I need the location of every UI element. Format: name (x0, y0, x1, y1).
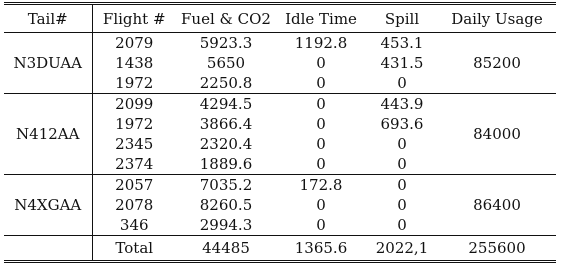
idle-time-cell: 1192.8 (294, 34, 348, 52)
spill-cell: 0 (397, 155, 407, 173)
fuel-co2-cell: 5923.3 (199, 34, 253, 52)
header-row (4, 4, 556, 33)
daily-usage-cell: 85200 (473, 54, 521, 72)
total-empty-cell (4, 236, 92, 262)
total-daily-usage: 255600 (468, 239, 526, 257)
idle-time-cell: 0 (316, 135, 326, 153)
flight-number-cell: 2079 (115, 34, 154, 52)
fuel-co2-cell: 1889.6 (199, 155, 253, 173)
header-spill: Spill (384, 9, 420, 28)
idle-time-cell: 0 (316, 95, 326, 113)
fuel-co2-cell: 5650 (206, 54, 246, 72)
spill-cell: 453.1 (380, 34, 424, 52)
flight-number-cell: 2374 (115, 155, 154, 173)
total-fuel-co2: 44485 (202, 239, 250, 257)
flight-number-cell: 2345 (115, 135, 154, 153)
tail-number-cell: N412AA (4, 94, 92, 175)
spill-cell: 0 (397, 196, 407, 214)
daily-usage-cell: 86400 (473, 196, 521, 214)
fuel-co2-cell: 2250.8 (199, 74, 253, 92)
daily-usage-cell: 84000 (473, 125, 521, 143)
idle-time-cell: 0 (316, 216, 326, 234)
fuel-co2-cell: 3866.4 (199, 115, 253, 133)
total-spill: 2022,1 (375, 239, 429, 257)
table-row (4, 33, 556, 54)
flight-number-cell: 2078 (115, 196, 154, 214)
flight-number-cell: 1972 (115, 74, 154, 92)
idle-time-cell: 172.8 (299, 176, 343, 194)
spill-cell: 0 (397, 216, 407, 234)
spill-cell: 693.6 (380, 115, 424, 133)
fuel-co2-cell: 2994.3 (199, 216, 253, 234)
idle-time-cell: 0 (316, 155, 326, 173)
flight-number-cell: 2099 (115, 95, 154, 113)
total-idle-time: 1365.6 (294, 239, 348, 257)
idle-time-cell: 0 (316, 196, 326, 214)
table-row (4, 175, 556, 196)
flight-number-cell: 2057 (115, 176, 154, 194)
header-flight: Flight # (102, 9, 166, 28)
table-row (4, 94, 556, 115)
header-fuel-co2: Fuel & CO2 (181, 9, 271, 28)
idle-time-cell: 0 (316, 74, 326, 92)
fleet-usage-table (4, 2, 556, 263)
idle-time-cell: 0 (316, 115, 326, 133)
spill-cell: 0 (397, 135, 407, 153)
total-label: Total (115, 239, 154, 257)
tail-number-cell: N4XGAA (4, 175, 92, 236)
header-daily-usage: Daily Usage (451, 9, 543, 28)
spill-cell: 0 (397, 74, 407, 92)
fuel-co2-cell: 2320.4 (199, 135, 253, 153)
fuel-co2-cell: 8260.5 (199, 196, 253, 214)
fuel-co2-cell: 7035.2 (199, 176, 253, 194)
header-idle-time: Idle Time (285, 9, 357, 28)
header-tail: Tail# (4, 4, 92, 33)
flight-number-cell: 1438 (115, 54, 154, 72)
spill-cell: 0 (397, 176, 407, 194)
fuel-co2-cell: 4294.5 (199, 95, 253, 113)
spill-cell: 431.5 (380, 54, 424, 72)
flight-number-cell: 1972 (115, 115, 154, 133)
total-row (4, 236, 556, 262)
spill-cell: 443.9 (380, 95, 424, 113)
idle-time-cell: 0 (316, 54, 326, 72)
tail-number-cell: N3DUAA (4, 33, 92, 94)
flight-number-cell: 346 (119, 216, 149, 234)
